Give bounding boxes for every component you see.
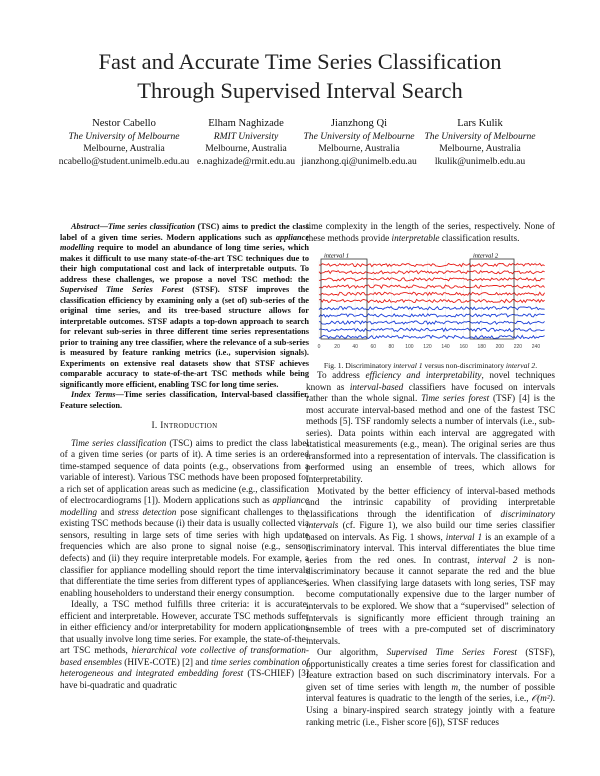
body-text: Our algorithm, <box>317 648 387 659</box>
x-tick-label: 140 <box>441 344 450 351</box>
body-text: appliance modelling <box>60 496 309 518</box>
right-column <box>306 222 555 729</box>
author-name: Lars Kulik <box>457 118 503 129</box>
body-paragraph <box>306 487 555 649</box>
body-text: time complexity in the length of the series, respectively. None of these methods provide <box>306 222 555 244</box>
series-line-red <box>319 271 545 274</box>
author-affiliation: The University of Melbourne <box>424 130 536 142</box>
body-text: (TSF) [4] is the most accurate interval-based method and one of the fastest TSC methods [5]. TSF randomly selects a number of intervals (i.e., sub-series). Data points within each interval are aggregated with statistical measurements (e.g., mean). The original series are thus transformed into a representation of intervals. The classification is performed using an ensemble of trees, which allows for interpretability. <box>306 394 555 486</box>
interval-2-label: interval 2 <box>473 253 499 260</box>
abstract-text: appliance modelling <box>60 232 309 252</box>
body-paragraph <box>306 371 555 486</box>
series-line-red <box>319 278 545 281</box>
body-text: is non-discriminatory because it cannot separate the red and the blue series. When classifying large datasets with long series, TSF may become computationally expensive due to the larger number of intervals to be explored. We show that a “supervised” selection of intervals is significantly more efficient through training an ensemble of trees with a pre-computed set of discriminatory intervals. <box>306 555 555 647</box>
body-paragraph <box>306 648 555 729</box>
x-tick-label: 200 <box>495 344 504 351</box>
abstract-text: (TSC) aims to predict the class label of a given time series. Modern applications such as <box>60 222 309 242</box>
body-text: time series combination of heterogeneous and integrated embedding forest <box>60 657 309 680</box>
series-line-red <box>319 292 545 295</box>
x-tick-label: 60 <box>370 344 377 351</box>
body-text: Ideally, a TSC method fulfills three criteria: it is accurate, efficient and interpretable. However, accurate TSC methods suffer in either efficiency and/or interpretability for modern applications that usually involve long time series. For example, the state-of-the-art TSC methods, <box>60 600 309 657</box>
caption-text: Discriminatory <box>345 361 394 371</box>
paper-title <box>40 47 560 105</box>
body-paragraph <box>306 222 555 245</box>
body-text: To address <box>317 371 366 382</box>
author-name: Elham Naghizade <box>208 118 284 129</box>
abstract-paragraph <box>60 222 309 390</box>
title-line-1: Fast and Accurate Time Series Classification <box>98 49 502 74</box>
author-name: Jianzhong Qi <box>330 118 388 129</box>
figure-1-chart <box>313 253 549 359</box>
x-tick-label: 120 <box>423 344 432 351</box>
chart-series <box>319 263 545 338</box>
x-tick-label: 20 <box>334 344 340 351</box>
body-text: , novel techniques known as <box>306 371 555 393</box>
section-title: Introduction <box>160 421 218 431</box>
body-text: (TS-CHIEF) [3] have bi-quadratic and quadratic <box>60 669 309 692</box>
body-text: classification results. <box>439 233 520 244</box>
body-text: 𝒪(m²) <box>531 694 553 705</box>
body-text: (TSC) aims to predict the class label of a given time series (or parts of it). A time series is an ordered time-stamped sequence of data points (e.g., observations from a variable of interest). Various TSC methods have been proposed for a rich set of application areas such as medicine (e.g., classification of electrocardiograms [1]). Modern applications such as <box>60 438 309 507</box>
body-text: interval 2 <box>476 555 518 566</box>
body-text: pose significant challenges to the existing TSC methods because (i) their data is usually collected via sensors, resulting in large sets of time series with high update frequencies which are also prone to signal noise (e.g., sensor defects) and (ii) they require interpretable models. For example, a classifier for appliance modelling should report the time intervals that differentiate the time series from different types of appliances, enabling householders to understand their energy consumption. <box>60 507 310 599</box>
body-paragraph <box>60 439 309 601</box>
abstract-label: Abstract <box>71 222 100 231</box>
series-line-blue <box>319 314 545 317</box>
author-location: Melbourne, Australia <box>205 143 287 155</box>
author-email: jianzhong.qi@unimelb.edu.au <box>301 155 417 167</box>
caption-text: interval 1 <box>393 361 423 371</box>
figure-1-caption <box>306 361 555 371</box>
body-text: and <box>97 507 118 518</box>
abstract-text: — <box>99 222 108 231</box>
index-terms <box>60 390 309 411</box>
abstract-text: Supervised Time Series Forest <box>60 285 184 294</box>
interval-1-label: interval 1 <box>324 253 350 260</box>
author-affiliation: The University of Melbourne <box>68 130 180 142</box>
author-email: e.naghizade@rmit.edu.au <box>196 155 296 167</box>
series-line-red <box>319 263 545 266</box>
body-text: interval-based <box>349 382 404 393</box>
series-line-blue <box>319 335 545 338</box>
author-affiliation: The University of Melbourne <box>303 130 415 142</box>
body-text: (STSF), opportunistically creates a time series forest for classification and feature extraction based on such discriminatory intervals. For a given set of time series with length <box>306 648 555 693</box>
author-4 <box>405 118 555 168</box>
abstract-text: Time series classification <box>107 222 195 231</box>
body-text: (HIVE-COTE) [2] and <box>121 657 211 668</box>
author-location: Melbourne, Australia <box>318 143 400 155</box>
body-text: , the number of possible interval features is quadratic to the length of the series, i.e., <box>306 682 555 705</box>
series-line-red <box>319 299 545 302</box>
caption-label: Fig. 1. <box>323 361 344 371</box>
abstract <box>60 222 309 411</box>
body-text: Time series forest <box>421 394 490 405</box>
body-text: efficiency and interpretability <box>365 371 482 382</box>
body-text: Supervised Time Series Forest <box>386 648 517 659</box>
x-tick-label: 180 <box>477 344 486 351</box>
x-tick-label: 160 <box>459 344 468 351</box>
series-line-blue <box>319 328 545 331</box>
series-line-red <box>319 285 545 288</box>
body-text: Time series classification <box>71 438 167 449</box>
body-text: interval 1 <box>445 532 483 543</box>
abstract-text: (STSF). STSF improves the classification efficiency by examining only a (set of) sub-series of the original time series, and its tree-based structure allows for interpretable outcomes. STSF adapts a top-down approach to search for relevant sub-series in three different time series representations prior to training any tree classifier, where the relevance of a sub-series is measured by feature ranking metrics (i.e., supervision signals). Experiments on extensive real datasets show that STSF achieves comparable accuracy to state-of-the-art TSC methods while being significantly more efficient, enabling TSC for long time series. <box>60 285 309 389</box>
title-line-2: Through Supervised Interval Search <box>137 78 463 103</box>
author-email: lkulik@unimelb.edu.au <box>434 155 526 167</box>
caption-text: interval 2 <box>505 361 536 371</box>
x-tick-label: 240 <box>531 344 541 351</box>
body-text: hierarchical vote collective of transformation-based ensembles <box>60 646 309 668</box>
x-tick-label: 100 <box>405 344 414 351</box>
body-text: is an example of a discriminatory interval. This interval differentiates the blue time series from the red ones. In contrast, <box>306 532 556 566</box>
author-name: Nestor Cabello <box>92 118 156 129</box>
series-line-blue <box>319 307 545 310</box>
author-email: ncabello@student.unimelb.edu.au <box>58 155 190 167</box>
left-column <box>60 222 309 693</box>
author-location: Melbourne, Australia <box>439 143 521 155</box>
series-line-blue <box>319 321 545 324</box>
chart-grid <box>319 261 536 339</box>
x-axis-ticks <box>318 344 541 350</box>
author-location: Melbourne, Australia <box>83 143 165 155</box>
body-text: stress detection <box>117 507 177 518</box>
section-heading <box>60 421 309 433</box>
body-text: discriminatory intervals <box>306 509 555 532</box>
figure-1 <box>306 253 555 361</box>
caption-text: . <box>535 361 538 371</box>
x-tick-label: 220 <box>513 344 523 351</box>
index-terms-text: —Time series classification, Interval-based classifier, Feature selection. <box>60 390 309 410</box>
author-affiliation: RMIT University <box>213 130 279 142</box>
body-text: (cf. Figure 1), we also build our time series classifier based on intervals. As Fig. 1 shows, <box>306 521 555 543</box>
x-tick-label: 0 <box>317 344 321 351</box>
abstract-text: require to model an abundance of long time series, which makes it difficult to use many state-of-the-art TSC techniques due to their high computational cost and lack of interpretable outputs. To address these challenges, we propose a novel TSC method: the <box>60 243 309 284</box>
body-text: classifiers have focused on intervals rather than the whole signal. <box>306 382 555 405</box>
body-text: Motivated by the better efficiency of interval-based methods and the intrinsic capability of providing interpretable classifications through the identification of <box>306 486 555 520</box>
body-paragraph <box>60 600 309 692</box>
author-block <box>0 118 600 170</box>
body-text: . Using a binary-inspired search strategy jointly with a feature ranking metric (i.e., Fisher score [6]), STSF reduces <box>306 694 555 728</box>
body-text: m <box>451 682 459 693</box>
section-number: I. <box>151 421 158 431</box>
caption-text: versus non-discriminatory <box>422 361 506 371</box>
index-terms-label: Index Terms <box>71 390 116 399</box>
x-tick-label: 40 <box>352 344 358 351</box>
x-tick-label: 80 <box>388 344 395 351</box>
body-text: interpretable <box>391 233 440 244</box>
